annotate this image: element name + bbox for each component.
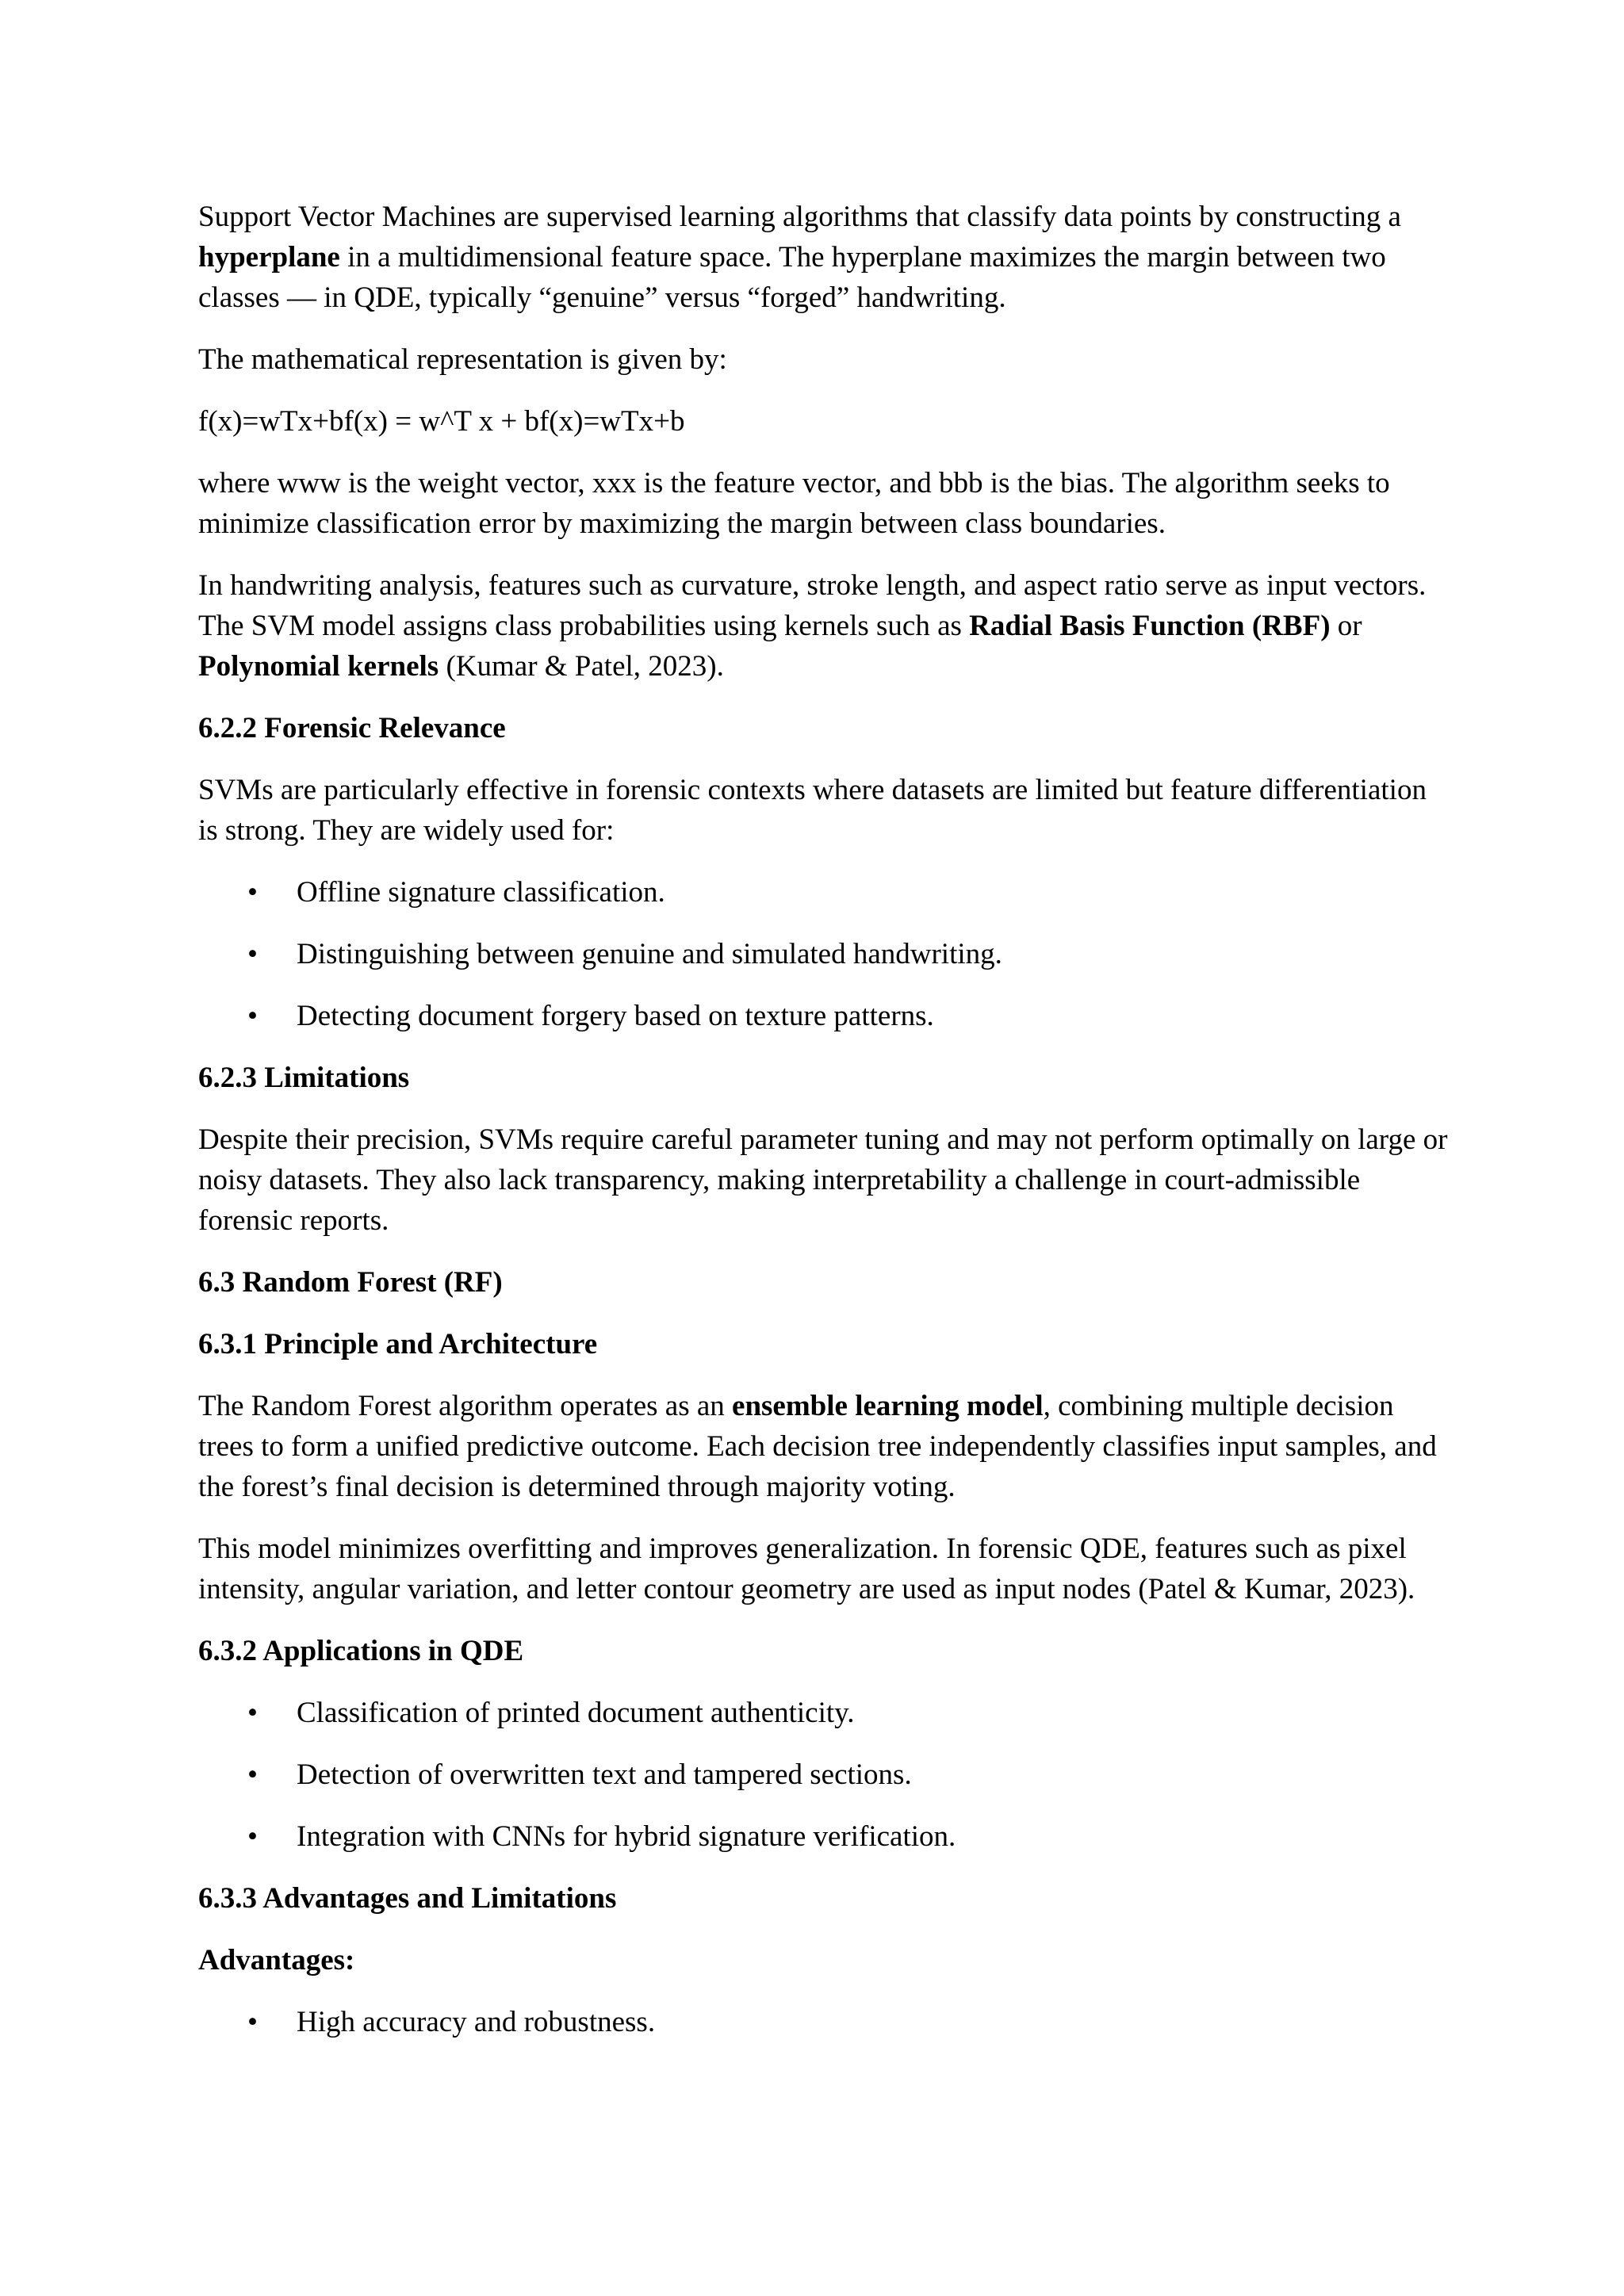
paragraph-forensic-relevance: SVMs are particularly effective in forensic contexts where datasets are limited but feature differentiation is strong. They are widely used for: <box>198 774 1427 847</box>
heading-limitations: 6.2.3 Limitations <box>198 1062 410 1094</box>
paragraph-svm-intro: Support Vector Machines are supervised learning algorithms that classify data points by constructing a hyperplane in a multidimensional feature space. The hyperplane maximizes the margin between two classes — in QDE, typically “genuine” versus “forged” handwriting. <box>198 201 1401 314</box>
paragraph-rf-principle: The Random Forest algorithm operates as an ensemble learning model, combining multiple decision trees to form a unified predictive outcome. Each decision tree independently classifies input samples, and the forest’s final decision is determined through majority voting. <box>198 1390 1437 1503</box>
list-item: • High accuracy and robustness. <box>198 2002 1451 2042</box>
term-rbf: Radial Basis Function (RBF) <box>969 610 1331 642</box>
heading-forensic-relevance: 6.2.2 Forensic Relevance <box>198 712 506 744</box>
list-item: • Detection of overwritten text and tampered sections. <box>198 1755 1451 1795</box>
list-item: • Distinguishing between genuine and simulated handwriting. <box>198 934 1451 974</box>
label-advantages: Advantages: <box>198 1944 355 1976</box>
list-advantages <box>198 2002 1451 2042</box>
paragraph-rf-generalization: This model minimizes overfitting and improves generalization. In forensic QDE, features such as pixel intensity, angular variation, and letter contour geometry are used as input nodes (Patel & Kumar, 2023). <box>198 1533 1415 1605</box>
bullet-icon: • <box>247 1758 258 1791</box>
heading-advantages-limitations: 6.3.3 Advantages and Limitations <box>198 1882 617 1915</box>
list-svm-uses <box>198 872 1451 1036</box>
equation-line: f(x)=wTx+bf(x) = w^T x + bf(x)=wTx+b <box>198 405 685 438</box>
list-item: • Classification of printed document authenticity. <box>198 1693 1451 1733</box>
list-item: • Detecting document forgery based on texture patterns. <box>198 996 1451 1036</box>
term-hyperplane: hyperplane <box>198 241 340 274</box>
heading-random-forest: 6.3 Random Forest (RF) <box>198 1266 503 1299</box>
term-ensemble: ensemble learning model <box>732 1390 1044 1422</box>
bullet-icon: • <box>247 1000 258 1032</box>
list-item: • Offline signature classification. <box>198 872 1451 913</box>
document-body <box>198 197 1451 2064</box>
bullet-icon: • <box>247 2006 258 2038</box>
term-polynomial: Polynomial kernels <box>198 650 439 683</box>
paragraph-kernels: In handwriting analysis, features such as curvature, stroke length, and aspect ratio serve as input vectors. The SVM model assigns class probabilities using kernels such as Radial Basis Function (RBF) or Polynomial kernels (Kumar & Patel, 2023). <box>198 569 1427 683</box>
paragraph-limitations: Despite their precision, SVMs require careful parameter tuning and may not perform optimally on large or noisy datasets. They also lack transparency, making interpretability a challenge in court-admissible forensic reports. <box>198 1123 1448 1237</box>
list-rf-applications <box>198 1693 1451 1857</box>
list-item: • Integration with CNNs for hybrid signature verification. <box>198 1816 1451 1857</box>
paragraph-math-intro: The mathematical representation is given by: <box>198 343 727 376</box>
bullet-icon: • <box>247 1697 258 1729</box>
bullet-icon: • <box>247 1820 258 1853</box>
paragraph-weight-vector: where www is the weight vector, xxx is the feature vector, and bbb is the bias. The algorithm seeks to minimize classification error by maximizing the margin between class boundaries. <box>198 467 1390 540</box>
bullet-icon: • <box>247 938 258 970</box>
bullet-icon: • <box>247 876 258 909</box>
heading-applications-qde: 6.3.2 Applications in QDE <box>198 1635 524 1667</box>
heading-principle-architecture: 6.3.1 Principle and Architecture <box>198 1328 598 1360</box>
